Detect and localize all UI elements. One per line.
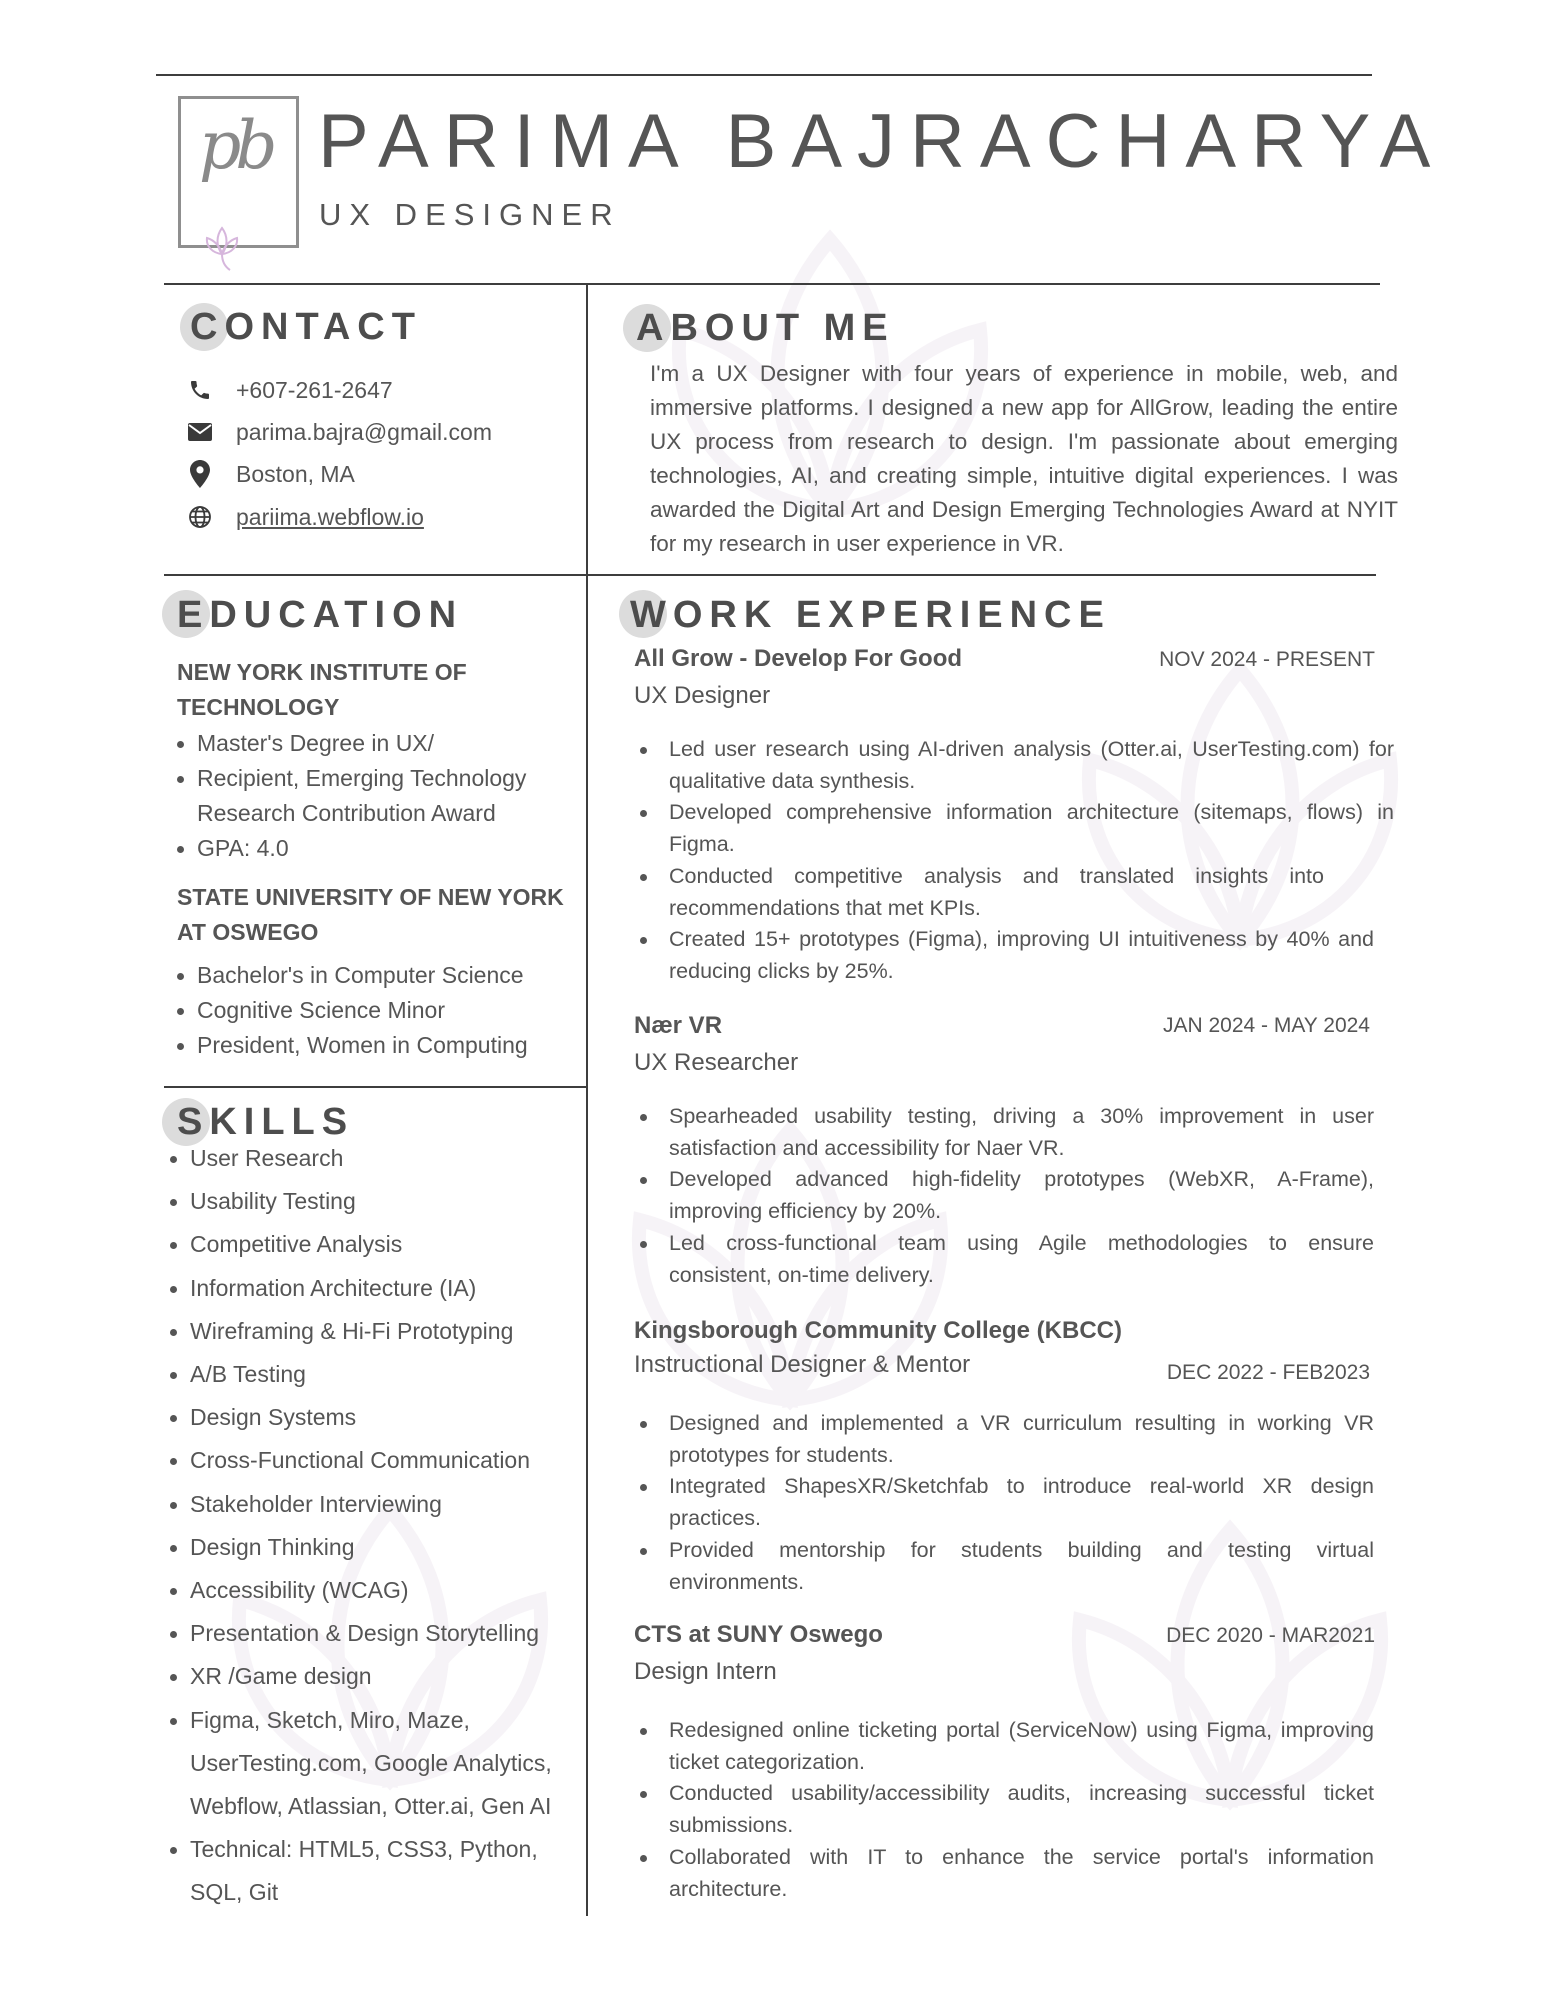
globe-icon bbox=[186, 503, 214, 531]
job-bullets bbox=[634, 1408, 1374, 1598]
list-item: Designed and implemented a VR curriculum resulting in working VR prototypes for students. bbox=[634, 1408, 1374, 1471]
list-item: Provided mentorship for students building and testing virtual environments. bbox=[634, 1535, 1374, 1598]
list-item: Developed advanced high-fidelity prototypes (WebXR, A-Frame), improving efficiency by 20%. bbox=[634, 1164, 1374, 1227]
skill-item: Figma, Sketch, Miro, Maze, bbox=[170, 1699, 552, 1742]
education-rule bbox=[164, 1086, 586, 1088]
job-dates: JAN 2024 - MAY 2024 bbox=[1162, 1014, 1370, 1037]
school-name: NEW YORK INSTITUTE OF TECHNOLOGY bbox=[177, 659, 467, 720]
skill-item: A/B Testing bbox=[170, 1353, 552, 1396]
skill-item: XR /Game design bbox=[170, 1655, 552, 1698]
skill-item-continuation: Webflow, Atlassian, Otter.ai, Gen AI bbox=[190, 1793, 552, 1820]
skill-item: Design Thinking bbox=[170, 1526, 552, 1569]
job-role: Instructional Designer & Mentor bbox=[634, 1351, 971, 1378]
list-item: Conducted usability/accessibility audits, increasing successful ticket submissions. bbox=[634, 1778, 1374, 1841]
job-bullets bbox=[634, 1101, 1374, 1291]
about-rule bbox=[588, 574, 1376, 576]
skill-item: Information Architecture (IA) bbox=[170, 1267, 552, 1310]
list-item: President, Women in Computing bbox=[177, 1028, 528, 1063]
company-name: CTS at SUNY Oswego bbox=[634, 1621, 883, 1648]
skill-item: Cross-Functional Communication bbox=[170, 1439, 552, 1482]
list-item: Master's Degree in UX/ bbox=[177, 726, 526, 761]
job-bullets bbox=[634, 734, 1394, 988]
header-rule bbox=[164, 283, 1380, 285]
list-item: Collaborated with IT to enhance the service portal's information architecture. bbox=[634, 1842, 1374, 1905]
candidate-name: PARIMA BAJRACHARYA bbox=[318, 99, 1446, 184]
skill-item: Technical: HTML5, CSS3, Python, bbox=[170, 1828, 552, 1871]
work-heading: WORK EXPERIENCE bbox=[630, 594, 1111, 636]
list-item: Bachelor's in Computer Science bbox=[177, 958, 528, 993]
list-item: Recipient, Emerging Technology bbox=[177, 761, 526, 796]
email-address[interactable]: parima.bajra@gmail.com bbox=[236, 418, 492, 445]
list-item: Integrated ShapesXR/Sketchfab to introduce real-world XR design practices. bbox=[634, 1471, 1374, 1534]
job-role: Design Intern bbox=[634, 1658, 777, 1685]
skill-item: Design Systems bbox=[170, 1396, 552, 1439]
skill-item-continuation: UserTesting.com, Google Analytics, bbox=[190, 1749, 552, 1776]
skill-item: Stakeholder Interviewing bbox=[170, 1483, 552, 1526]
website-link[interactable]: pariima.webflow.io bbox=[236, 503, 424, 530]
list-item: GPA: 4.0 bbox=[177, 831, 526, 866]
school-name: STATE UNIVERSITY OF NEW YORK AT OSWEGO bbox=[177, 884, 564, 945]
list-item: Led cross-functional team using Agile methodologies to ensure consistent, on-time delivery. bbox=[634, 1228, 1374, 1291]
company-name: All Grow - Develop For Good bbox=[634, 645, 963, 672]
contact-heading: CONTACT bbox=[190, 306, 422, 348]
skills-list bbox=[170, 1137, 552, 1915]
skill-item-continuation: SQL, Git bbox=[190, 1879, 279, 1906]
skill-item: Presentation & Design Storytelling bbox=[170, 1612, 552, 1655]
skill-item: Competitive Analysis bbox=[170, 1223, 552, 1266]
contact-website bbox=[186, 500, 424, 534]
company-name: Nær VR bbox=[634, 1012, 723, 1039]
job-role: UX Researcher bbox=[634, 1049, 799, 1076]
skill-item: Wireframing & Hi-Fi Prototyping bbox=[170, 1310, 552, 1353]
logo-monogram: pb bbox=[199, 107, 272, 184]
location-pin-icon bbox=[186, 460, 214, 488]
job-bullets bbox=[634, 1715, 1374, 1905]
contact-phone bbox=[186, 373, 393, 407]
lotus-logo-icon bbox=[200, 220, 244, 272]
job-dates: NOV 2024 - PRESENT bbox=[1159, 648, 1375, 671]
list-item: Redesigned online ticketing portal (ServiceNow) using Figma, improving ticket categorization. bbox=[634, 1715, 1374, 1778]
about-heading: ABOUT ME bbox=[636, 307, 895, 349]
list-item-continuation: Research Contribution Award bbox=[197, 800, 496, 826]
education-heading: EDUCATION bbox=[177, 594, 464, 636]
contact-rule bbox=[164, 574, 586, 576]
job-dates: DEC 2022 - FEB2023 bbox=[1166, 1361, 1370, 1384]
phone-number: +607-261-2647 bbox=[236, 376, 393, 403]
location-text: Boston, MA bbox=[236, 460, 355, 487]
job-title: UX DESIGNER bbox=[319, 197, 621, 232]
skills-heading: SKILLS bbox=[177, 1101, 355, 1143]
column-divider bbox=[586, 284, 588, 1916]
list-item: Cognitive Science Minor bbox=[177, 993, 528, 1028]
list-item: Led user research using AI-driven analysis (Otter.ai, UserTesting.com) for qualitative data synthesis. bbox=[634, 734, 1394, 797]
phone-icon bbox=[186, 376, 214, 404]
list-item: Conducted competitive analysis and translated insights into recommendations that met KPIs. bbox=[634, 861, 1394, 924]
contact-location bbox=[186, 457, 355, 491]
skill-item: User Research bbox=[170, 1137, 552, 1180]
education-details bbox=[177, 726, 526, 866]
list-item: Created 15+ prototypes (Figma), improving UI intuitiveness by 40% and reducing clicks by 25%. bbox=[634, 924, 1394, 987]
skill-item: Accessibility (WCAG) bbox=[170, 1569, 552, 1612]
about-text: I'm a UX Designer with four years of experience in mobile, web, and immersive platforms. I designed a new app for AllGrow, leading the entire UX process from research to design. I'm passionate about emerging technologies, AI, and creating simple, intuitive digital experiences. I was awarded the Digital Art and Design Emerging Technologies Award at NYIT for my research in user experience in VR. bbox=[650, 361, 1398, 556]
top-rule bbox=[156, 74, 1372, 76]
education-details bbox=[177, 958, 528, 1063]
email-icon bbox=[186, 418, 214, 446]
job-dates: DEC 2020 - MAR2021 bbox=[1166, 1624, 1375, 1647]
list-item: Spearheaded usability testing, driving a 30% improvement in user satisfaction and accessibility for Naer VR. bbox=[634, 1101, 1374, 1164]
list-item: Developed comprehensive information architecture (sitemaps, flows) in Figma. bbox=[634, 797, 1394, 860]
job-role: UX Designer bbox=[634, 682, 771, 709]
contact-email bbox=[186, 415, 492, 449]
company-name: Kingsborough Community College (KBCC) bbox=[634, 1317, 1122, 1344]
skill-item: Usability Testing bbox=[170, 1180, 552, 1223]
